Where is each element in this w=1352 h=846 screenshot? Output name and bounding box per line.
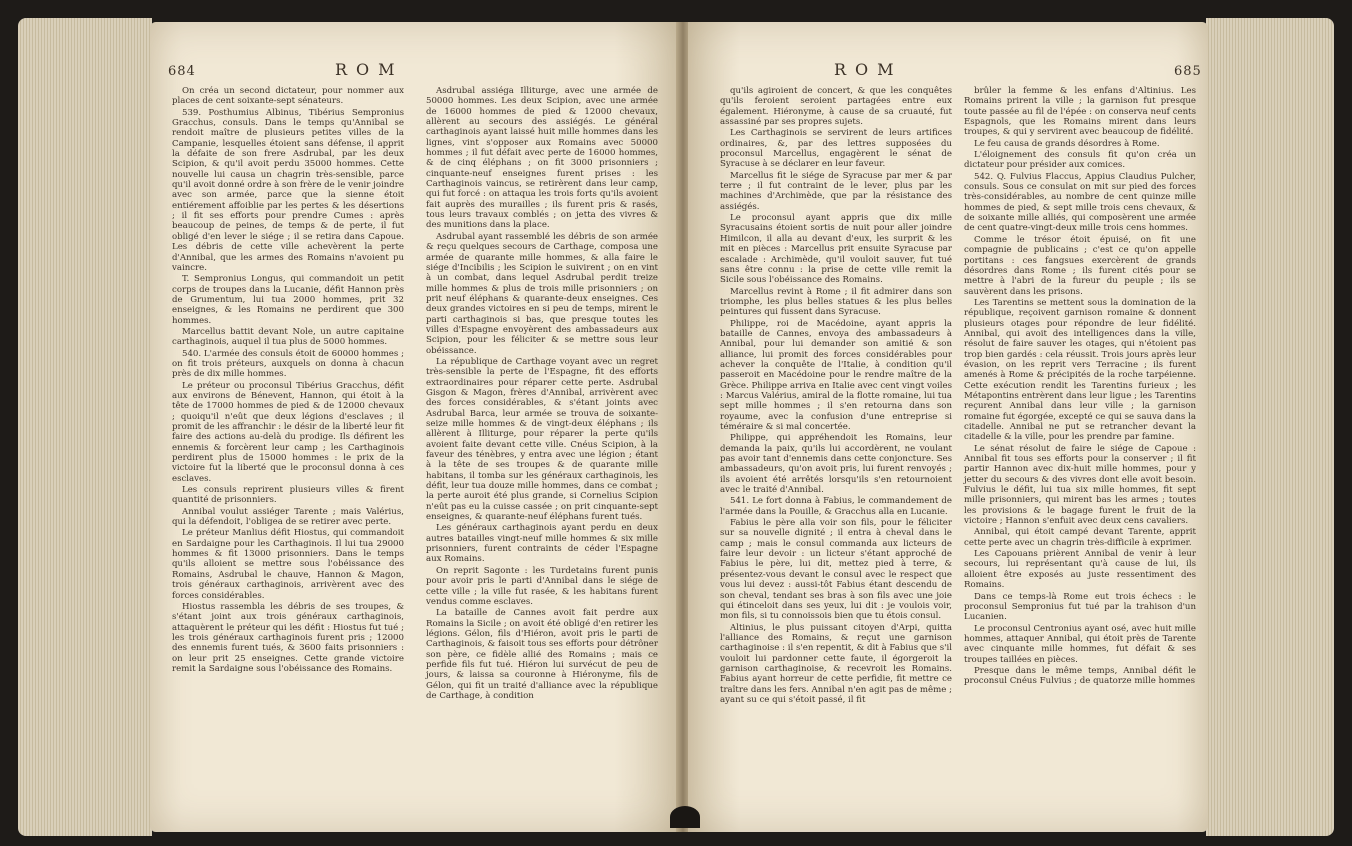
left-page [150,22,678,832]
paragraph: Les généraux carthaginois ayant perdu en deux autres batailles vingt-neuf mille hommes & six mille prisonniers, furent contraints de céder l'Espagne aux Romains. [426,523,658,565]
paragraph: L'éloignement des consuls fit qu'on créa un dictateur pour présider aux comices. [964,150,1196,171]
right-column-2 [964,86,1196,688]
paragraph: Comme le trésor étoit épuisé, on fit une compagnie de publicains ; c'est ce qu'on appelle portitans : ces fangsues exercèrent de grands désordres dans Rome ; ils furent cités pour se mettre à l'abri de la fureur du peuple ; ils se sauvèrent dans les prisons. [964,234,1196,297]
paragraph: La république de Carthage voyant avec un regret très-sensible la perte de l'Espagne, fit des efforts extraordinaires pour réparer cette perte. Asdrubal Gisgon & Magon, frères d'Annibal, arrivèrent avec des forces considérables, & s'étant joints avec Asdrubal Barca, leur armée se trouva de soixante-seize mille hommes & de vingt-deux éléphans ; ils allèrent à Illiturge, pour réparer la perte qu'ils avoient faite devant cette ville. Cnéus Scipion, à la faveur des ténèbres, y entra avec une légion ; étant à la tête de ses troupes & de quarante mille habitans, il tomba sur les généraux carthaginois, les défit, leur tua douze mille hommes, dans ce combat ; la perte auroit été plus grande, si Cornelius Scipion n'eût pas eu la cuisse cassée ; on prit cinquante-sept enseignes, & quarante-neuf éléphans furent tués. [426,356,658,523]
paragraph: T. Sempronius Longus, qui commandoit un petit corps de troupes dans la Lucanie, défit Hannon près de Grumentum, lui tua 2000 hommes, prit 32 enseignes, & les Romains ne perdirent que 300 hommes. [172,274,404,326]
running-head-right: ROM [834,60,903,79]
left-column-2 [426,86,658,702]
right-page [688,22,1208,832]
right-column-1 [720,86,952,706]
paragraph: Le préteur ou proconsul Tibérius Gracchus, défit aux environs de Bénevent, Hannon, qui étoit à la tête de 17000 hommes de pied & de 12000 chevaux ; quoiqu'il n'eût que deux légions d'esclaves ; il promit de les affranchir : le désir de la liberté leur fit faire des actions au-delà du prodige. Ils défirent les ennemis & forcèrent leur camp ; les Carthaginois perdirent plus de 15000 hommes : le prix de la victoire fut la liberté que le proconsul donna à ces esclaves. [172,380,404,484]
paragraph: Annibal, qui étoit campé devant Tarente, apprit cette perte avec un chagrin très-difficile à exprimer. [964,527,1196,548]
page-number-right: 685 [1174,64,1202,79]
paragraph: Philippe, roi de Macédoine, ayant appris la bataille de Cannes, envoya des ambassadeurs à Annibal, pour lui demander son amitié & son alliance, lui promit des forces considérables pour achever la conquête de l'Italie, à condition qu'il passeroit en Macédoine pour le rendre maître de la Grèce. Philippe arriva en Italie avec cent vingt voiles : Marcus Valérius, amiral de la flotte romaine, lui tua sept mille hommes ; il s'en retourna dans son royaume, avec la confusion d'une entreprise si téméraire & si mal concertée. [720,318,952,432]
page-fold [670,806,700,828]
page-number-left: 684 [168,64,196,79]
paragraph: Asdrubal assiéga Illiturge, avec une armée de 50000 hommes. Les deux Scipion, avec une armée de 16000 hommes de pied & 12000 chevaux, allèrent au secours des assiégés. Le général carthaginois ayant laissé huit mille hommes dans les lignes, vint s'opposer aux Romains avec 50000 hommes ; il fut défait avec perte de 16000 hommes, & de cinq éléphans ; on fit 3000 prisonniers ; cinquante-neuf enseignes furent prises : les Carthaginois vaincus, se retirèrent dans leur camp, qui fut forcé : on attaqua les trois forts qu'ils avoient fait auprès des murailles ; ils furent pris & rasés, tous leurs travaux comblés ; on jetta des vivres & des munitions dans la place. [426,86,658,231]
paragraph: Marcellus revint à Rome ; il fit admirer dans son triomphe, les plus belles statues & les plus belles peintures qui fussent dans Syracuse. [720,286,952,318]
paragraph: Hiostus rassembla les débris de ses troupes, & s'étant joint aux trois généraux carthaginois, attaquèrent le préteur qui les défit : Hiostus fut tué ; les trois généraux carthaginois furent pris ; 12000 des ennemis furent tués, & 3600 faits prisonniers : on leur prit 25 enseignes. Cette grande victoire remit la Sardaigne sous l'obéissance des Romains. [172,601,404,674]
paragraph: Altinius, le plus puissant citoyen d'Arpi, quitta l'alliance des Romains, & reçut une garnison carthaginoise : il s'en repentit, & dit à Fabius que s'il vouloit lui pardonner cette faute, il égorgeroit la garnison carthaginoise, & recevroit les Romains. Fabius ayant horreur de cette perfidie, fit mettre ce traître dans les fers. Annibal n'en agit pas de même ; ayant su ce qui s'étoit passé, il fit [720,622,952,705]
paragraph: Le proconsul Centronius ayant osé, avec huit mille hommes, attaquer Annibal, qui étoit près de Tarente avec cinquante mille hommes, fut défait & ses troupes taillées en pièces. [964,623,1196,665]
paragraph: qu'ils agiroient de concert, & que les conquêtes qu'ils feroient seroient partagées entre eux également. Hiéronyme, à cause de sa cruauté, fut assassiné par ses propres sujets. [720,86,952,128]
paragraph: On reprit Sagonte : les Turdetains furent punis pour avoir pris le parti d'Annibal dans le siége de cette ville ; la ville fut rasée, & les habitans furent vendus comme esclaves. [426,565,658,607]
paragraph: Les consuls reprirent plusieurs villes & firent quantité de prisonniers. [172,485,404,506]
paragraph: 540. L'armée des consuls étoit de 60000 hommes ; on fit trois préteurs, auxquels on donna à chacun près de dix mille hommes. [172,348,404,380]
left-page-stack [18,18,152,836]
paragraph: 542. Q. Fulvius Flaccus, Appius Claudius Pulcher, consuls. Sous ce consulat on mit sur pied des forces très-considérables, au nombre de cent quinze mille hommes de pied, & sept mille trois cens chevaux, & de soixante mille alliés, qui composèrent une armée de cent quatre-vingt-deux mille trois cens hommes. [964,171,1196,234]
paragraph: La bataille de Cannes avoit fait perdre aux Romains la Sicile ; on avoit été obligé d'en retirer les légions. Gélon, fils d'Hiéron, avoit pris le parti de Carthaginois, & faisoit tous ses efforts pour détrôner son père, ce fidèle allié des Romains ; mais ce perfide fils fut tué. Hiéron lui survécut de peu de jours, & laissa sa couronne à Hiéronyme, fils de Gélon, qui fit un traité d'alliance avec la république de Carthage, à condition [426,608,658,701]
paragraph: Marcellus fit le siége de Syracuse par mer & par terre ; il fut contraint de le lever, plus par les machines d'Archimède, que par la résistance des assiégés. [720,170,952,212]
paragraph: Le sénat résolut de faire le siége de Capoue : Annibal fit tous ses efforts pour la conserver ; il fit partir Hannon avec dix-huit mille hommes, pour y jetter du secours & des vivres dont elle avoit besoin. Fulvius le défit, lui tua six mille hommes, fit sept mille prisonniers, qui mirent bas les armes ; toutes les provisions & le bagage furent le fruit de la victoire ; Hannon s'enfuit avec deux cens cavaliers. [964,443,1196,527]
paragraph: Fabius le père alla voir son fils, pour le féliciter sur sa nouvelle dignité ; il entra à cheval dans le camp ; mais le consul commanda aux licteurs de faire leur devoir : un licteur s'étant approché de Fabius le père, lui dit, mettez pied à terre, & présentez-vous devant le consul avec le respect que vous lui devez : aussi-tôt Fabius étant descendu de son cheval, tendant ses bras à son fils avec une joie qui étinceloit dans ses yeux, lui dit : je voulois voir, mon fils, si tu connoissois bien que tu étois consul. [720,518,952,622]
paragraph: On créa un second dictateur, pour nommer aux places de cent soixante-sept sénateurs. [172,86,404,107]
paragraph: Le feu causa de grands désordres à Rome. [974,138,1160,149]
left-column-1 [172,86,404,675]
paragraph: Philippe, qui appréhendoit les Romains, leur demanda la paix, qu'ils lui accordèrent, ne voulant pas avoir tant d'ennemis dans cette conjoncture. Ses ambassadeurs, qu'on avoit pris, lui furent renvoyés ; ils avoient été arrêtés lorsqu'ils s'en retournoient avec le traité d'Annibal. [720,433,952,496]
running-head-left: ROM [335,60,404,79]
paragraph: Presque dans le même temps, Annibal défit le proconsul Cnéus Fulvius ; de quatorze mille hommes [964,665,1196,687]
paragraph: 541. Le fort donna à Fabius, le commandement de l'armée dans la Pouille, & Gracchus alla en Lucanie. [720,496,952,517]
paragraph: Annibal voulut assiéger Tarente ; mais Valérius, qui la défendoit, l'obligea de se retirer avec perte. [172,506,404,528]
paragraph: Les Capouans prièrent Annibal de venir à leur secours, lui représentant qu'à cause de lui, ils alloient être exposés au juste ressentiment des Romains. [964,549,1196,591]
paragraph: Asdrubal ayant rassemblé les débris de son armée & reçu quelques secours de Carthage, composa une armée de quarante mille hommes, & alla faire le siége d'Incibilis ; les Scipion le suivirent ; on en vint à un combat, dans lequel Asdrubal perdit treize mille hommes & plus de trois mille prisonniers ; on prit neuf éléphans & quarante-deux enseignes. Ces deux grandes victoires en si peu de temps, mirent le parti carthaginois si bas, que presque toutes les villes d'Espagne envoyèrent des ambassadeurs aux Scipion, pour les féliciter & se mettre sous leur obéissance. [426,231,658,356]
right-page-stack [1206,18,1334,836]
paragraph: brûler la femme & les enfans d'Altinius. Les Romains prirent la ville ; la garnison fut presque toute passée au fil de l'épée : on conserva neuf cents Espagnols, que les Romains mirent dans leurs troupes, & qui y servirent avec beaucoup de fidélité. [964,86,1196,138]
paragraph: Le préteur Manlius défit Hiostus, qui commandoit en Sardaigne pour les Carthaginois. Il lui tua 29000 hommes & fit 13000 prisonniers. Dans le temps qu'ils alloient se mettre sous l'obéissance des Romains, Asdrubal le chauve, Hannon & Magon, trois généraux carthaginois, arrivèrent avec des forces considérables. [172,528,404,601]
paragraph: 539. Posthumius Albinus, Tibérius Sempronius Gracchus, consuls. Dans le temps qu'Annibal se rendoit maître de plusieurs petites villes de la Campanie, lesquelles étoient sans défense, il apprit la défaite de son frere Asdrubal, par les deux Scipion, & qu'il avoit perdu 35000 hommes. Cette nouvelle lui causa un chagrin très-sensible, parce qu'il avoit donné ordre à son frère de le venir joindre avec son armée, parce que la sienne étoit entiérement affoiblie par les pertes & les désertions ; il fit ses efforts pour prendre Cumes : après beaucoup de peines, de temps & de perte, il fut obligé d'en lever le siége ; il se retira dans Capoue. Les débris de cette ville achevèrent la perte d'Annibal, que les armes des Romains n'avoient pu vaincre. [172,107,404,273]
paragraph: Dans ce temps-là Rome eut trois échecs : le proconsul Sempronius fut tué par la trahison d'un Lucanien. [964,591,1196,623]
paragraph: Le proconsul ayant appris que dix mille Syracusains étoient sortis de nuit pour aller joindre Himilcon, il alla au devant d'eux, les surprit & les mit en pièces : Marcellus prit ensuite Syracuse par escalade : Archimède, qu'il vouloit sauver, fut tué sans être connu : la prise de cette ville remit la Sicile sous l'obéissance des Romains. [720,213,952,286]
paragraph: Les Tarentins se mettent sous la domination de la république, reçoivent garnison romaine & donnent plusieurs otages pour répondre de leur fidélité. Annibal, qui avoit des intelligences dans la ville, résolut de faire sauver les otages, qui n'étoient pas trop bien gardés : cela réussit. Trois jours après leur évasion, on les reprit vers Terracine ; ils furent amenés à Rome & précipités de la roche tarpéienne. Cette exécution rendit les Tarentins furieux ; les Métapontins entrèrent dans leur ligue ; les Tarentins reçurent Annibal dans leur ville ; la garnison romaine fut égorgée, excepté ce qui se sauva dans la citadelle. Annibal ne put se retrancher devant la citadelle & la ville, pour les prendre par famine. [964,297,1196,443]
paragraph: Les Carthaginois se servirent de leurs artifices ordinaires, &, par des lettres supposées du proconsul Marcellus, engagèrent le sénat de Syracuse à se déclarer en leur faveur. [720,128,952,170]
paragraph: Marcellus battit devant Nole, un autre capitaine carthaginois, auquel il tua plus de 5000 hommes. [172,326,404,348]
